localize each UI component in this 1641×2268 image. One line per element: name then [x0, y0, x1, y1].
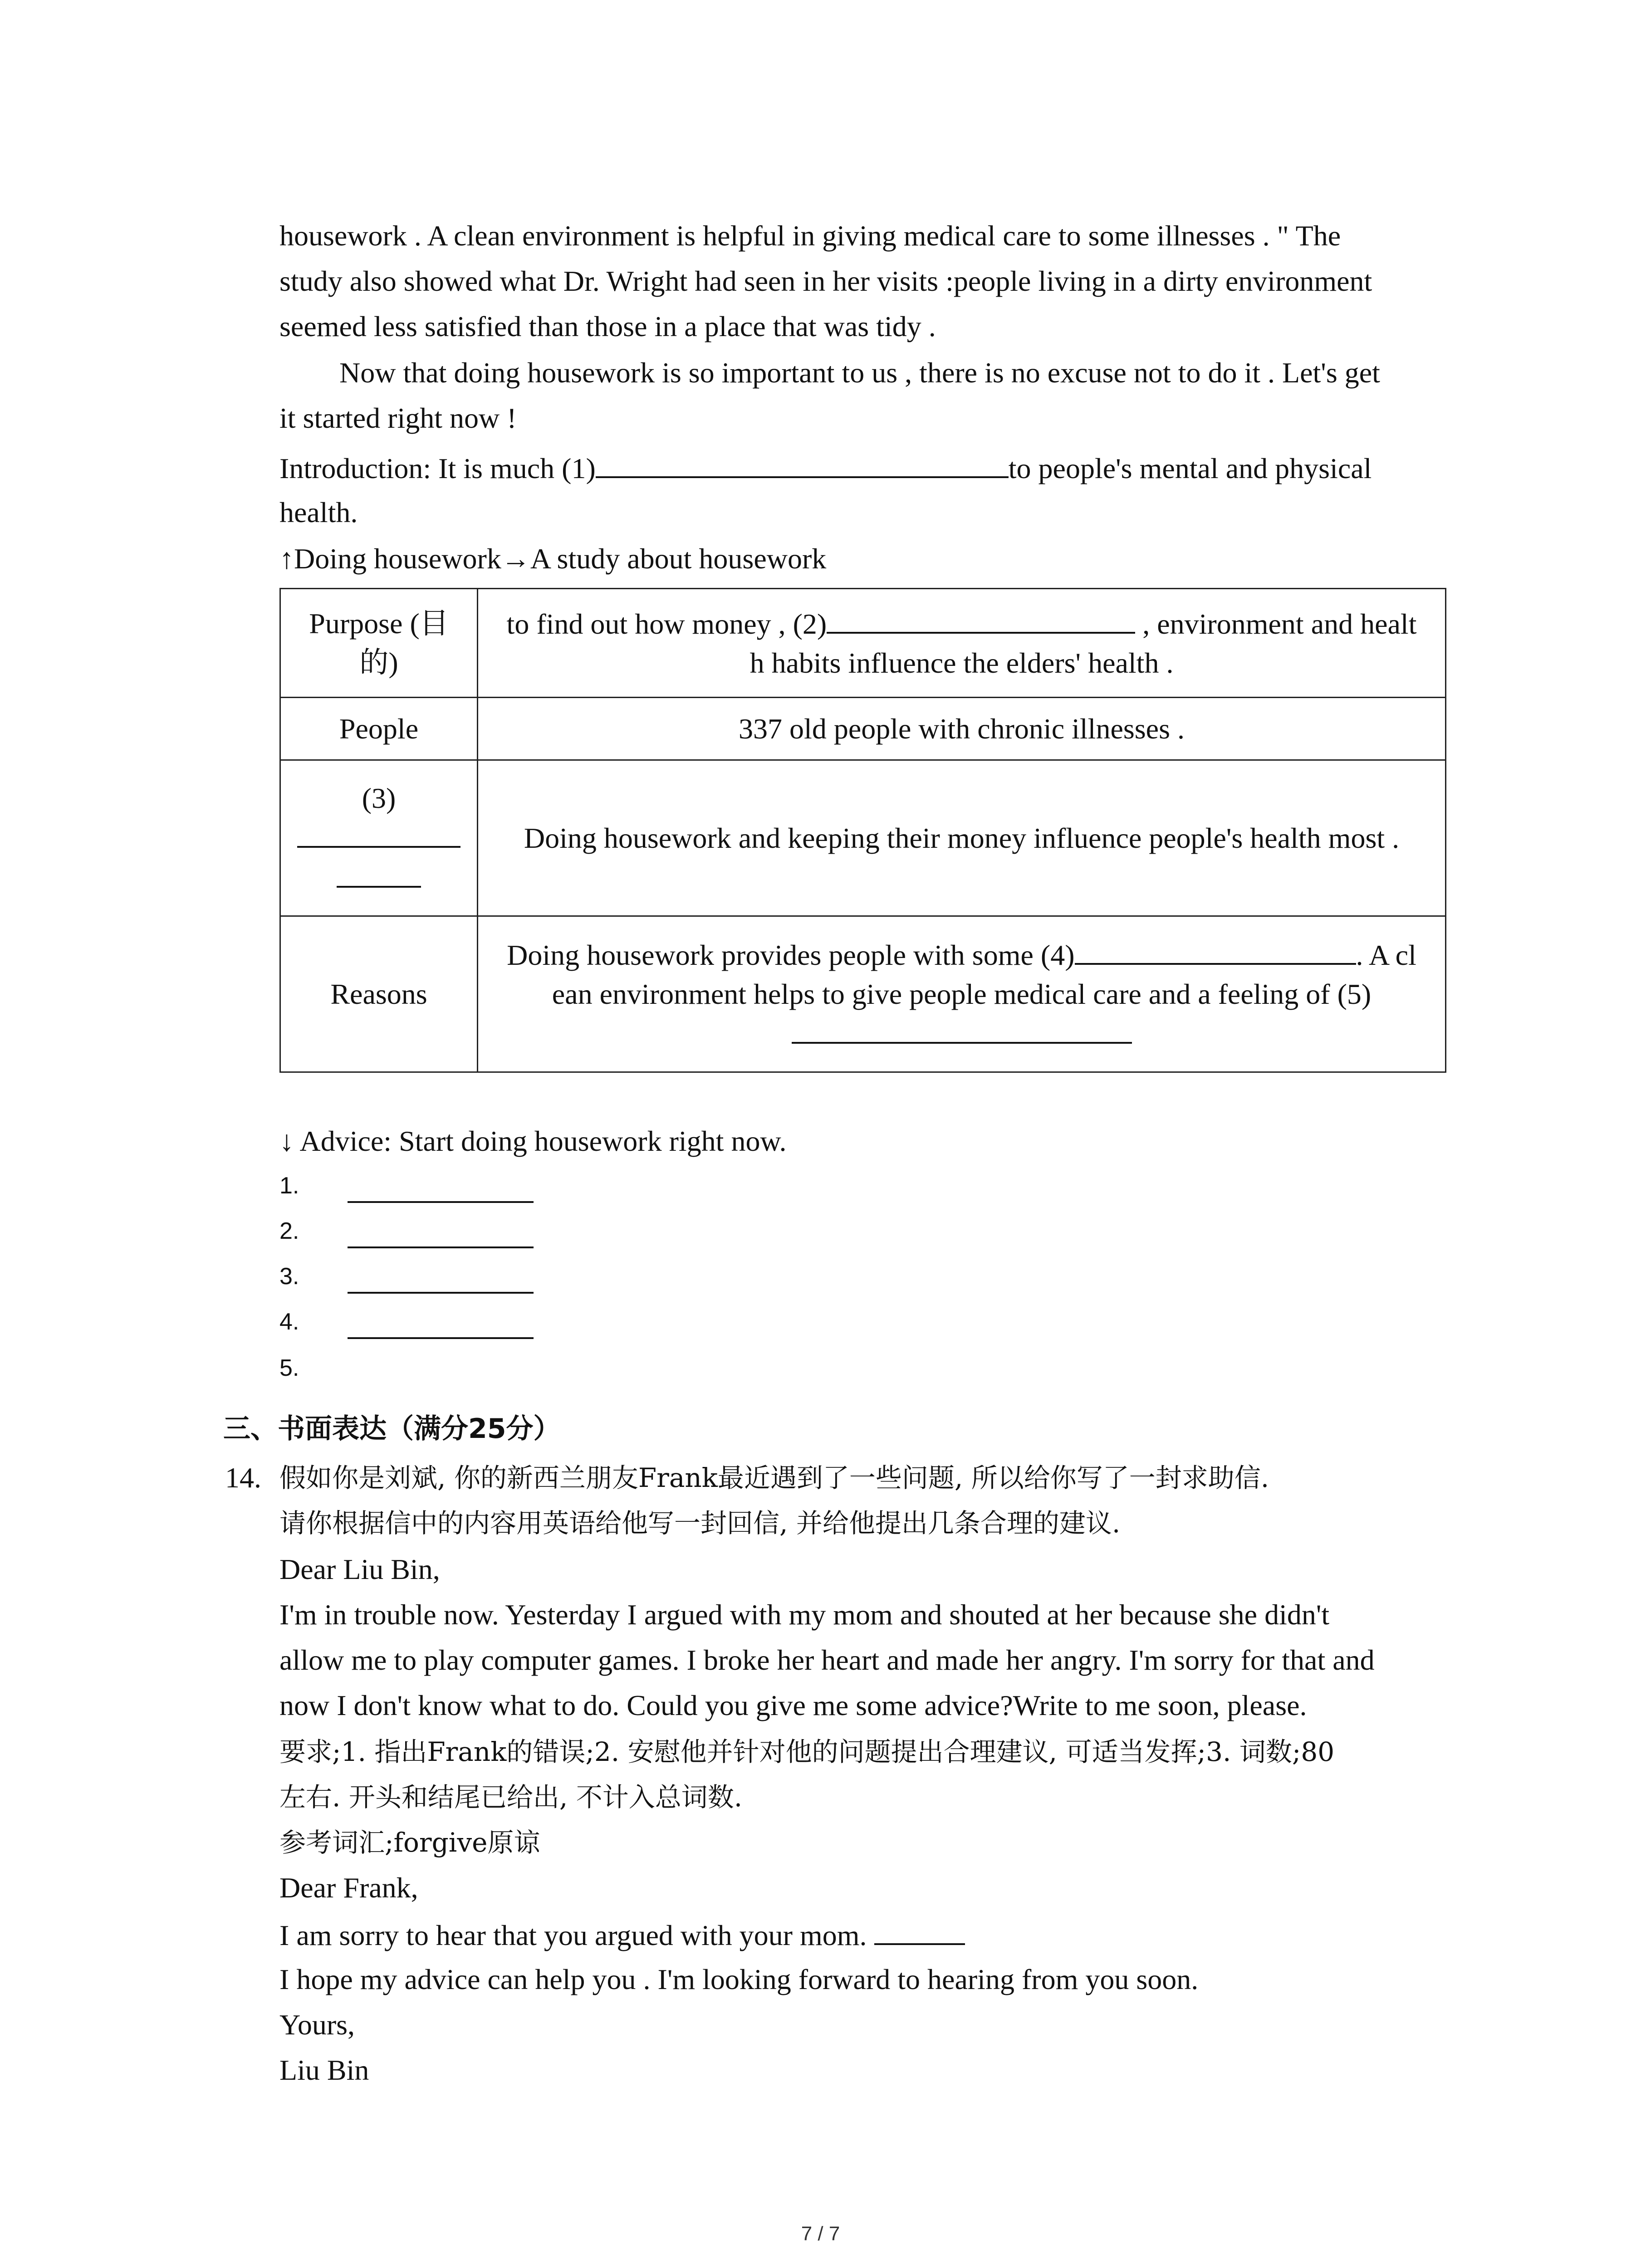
requirements-line-2: 左右. 开头和结尾已给出, 不计入总词数.: [279, 1782, 743, 1813]
answer-number-5: 5.: [279, 1355, 299, 1381]
reply-opening: I am sorry to hear that you argued with your mom.: [279, 1919, 867, 1951]
essay-blank[interactable]: [874, 1915, 965, 1945]
answer-blank-4[interactable]: [1075, 935, 1356, 965]
reasons-label: Reasons: [280, 916, 478, 1072]
letter-line-1: I'm in trouble now. Yesterday I argued with my mom and shouted at her because she didn't: [279, 1598, 1330, 1631]
passage-line-1: housework . A clean environment is helpful in giving medical care to some illnesses . " The: [279, 220, 1341, 252]
answer-blank-2[interactable]: [827, 604, 1135, 634]
answer-line-1[interactable]: [348, 1201, 534, 1203]
table-row-purpose: [280, 589, 1446, 698]
vocabulary-hint: 参考词汇;forgive原谅: [279, 1827, 540, 1858]
introduction-continuation: health.: [279, 496, 358, 528]
reasons-text-suffix: . A cl: [1356, 938, 1416, 971]
reply-name: Liu Bin: [279, 2054, 369, 2086]
answer-line-2[interactable]: [348, 1246, 534, 1248]
question-number: 14.: [225, 1461, 261, 1494]
answer-blank-5[interactable]: [792, 1014, 1132, 1044]
result-text: Doing housework and keeping their money influence people's health most .: [478, 760, 1446, 916]
answer-blank-3a[interactable]: [297, 818, 460, 848]
page-number: 7 / 7: [801, 2223, 840, 2245]
people-label: People: [280, 698, 478, 760]
reasons-text-prefix: Doing housework provides people with some (4): [507, 938, 1075, 971]
prompt-line-1: 假如你是刘斌, 你的新西兰朋友Frank最近遇到了一些问题, 所以给你写了一封求助信.: [279, 1462, 1269, 1493]
requirements-line-1: 要求;1. 指出Frank的错误;2. 安慰他并针对他的问题提出合理建议, 可适当发挥;3. 词数;80: [279, 1736, 1335, 1767]
section-heading: 三、书面表达（满分25分）: [223, 1413, 561, 1445]
passage-line-2: study also showed what Dr. Wright had seen in her visits :people living in a dirty environment: [279, 265, 1372, 297]
flow-up-label: ↑Doing housework→A study about housework: [279, 543, 827, 575]
answer-number-1: 1.: [279, 1173, 299, 1199]
table-row-reasons: [280, 916, 1446, 1072]
passage-line-3: seemed less satisfied than those in a place that was tidy .: [279, 310, 936, 342]
answer-blank-1[interactable]: [596, 448, 1009, 478]
advice-label: ↓ Advice: Start doing housework right now.: [279, 1125, 787, 1157]
passage-line-5: it started right now !: [279, 402, 517, 434]
table-row-result: [280, 760, 1446, 916]
prompt-line-2: 请你根据信中的内容用英语给他写一封回信, 并给他提出几条合理的建议.: [279, 1508, 1121, 1539]
answer-line-4[interactable]: [348, 1337, 534, 1339]
passage-line-4: Now that doing housework is so important to us , there is no excuse not to do it . Let's get: [339, 357, 1380, 389]
answer-number-2: 2.: [279, 1218, 299, 1244]
introduction-suffix: to people's mental and physical: [1008, 452, 1372, 484]
purpose-text-suffix: , environment and healt: [1135, 607, 1417, 640]
answer-number-4: 4.: [279, 1309, 299, 1335]
result-label: [280, 760, 478, 916]
purpose-text-line-2: h habits influence the elders' health .: [749, 646, 1174, 679]
answer-line-3[interactable]: [348, 1292, 534, 1294]
introduction-line: [279, 448, 1372, 488]
purpose-label-line-2: 的): [359, 646, 398, 679]
result-label-number: (3): [362, 782, 396, 814]
reasons-text: [478, 916, 1446, 1072]
answer-number-3: 3.: [279, 1263, 299, 1290]
purpose-label-line-1: Purpose (目: [309, 607, 449, 640]
reply-signoff: Yours,: [279, 2009, 355, 2041]
people-text: 337 old people with chronic illnesses .: [478, 698, 1446, 760]
letter-line-3: now I don't know what to do. Could you give me some advice?Write to me soon, please.: [279, 1689, 1307, 1721]
introduction-prefix: Introduction: It is much (1): [279, 452, 596, 484]
answer-blank-3b[interactable]: [337, 858, 421, 888]
purpose-text-prefix: to find out how money , (2): [506, 607, 827, 640]
reasons-text-line-2: ean environment helps to give people medical care and a feeling of (5): [552, 978, 1372, 1010]
purpose-text: [478, 589, 1446, 698]
letter-greeting: Dear Liu Bin,: [279, 1553, 440, 1585]
letter-line-2: allow me to play computer games. I broke her heart and made her angry. I'm sorry for that and: [279, 1644, 1375, 1676]
table-row-people: [280, 698, 1446, 760]
reply-opening-line: [279, 1915, 965, 1955]
reply-closing: I hope my advice can help you . I'm looking forward to hearing from you soon.: [279, 1963, 1199, 1995]
study-table: [279, 588, 1446, 1073]
reply-greeting: Dear Frank,: [279, 1872, 418, 1904]
purpose-label: [280, 589, 478, 698]
